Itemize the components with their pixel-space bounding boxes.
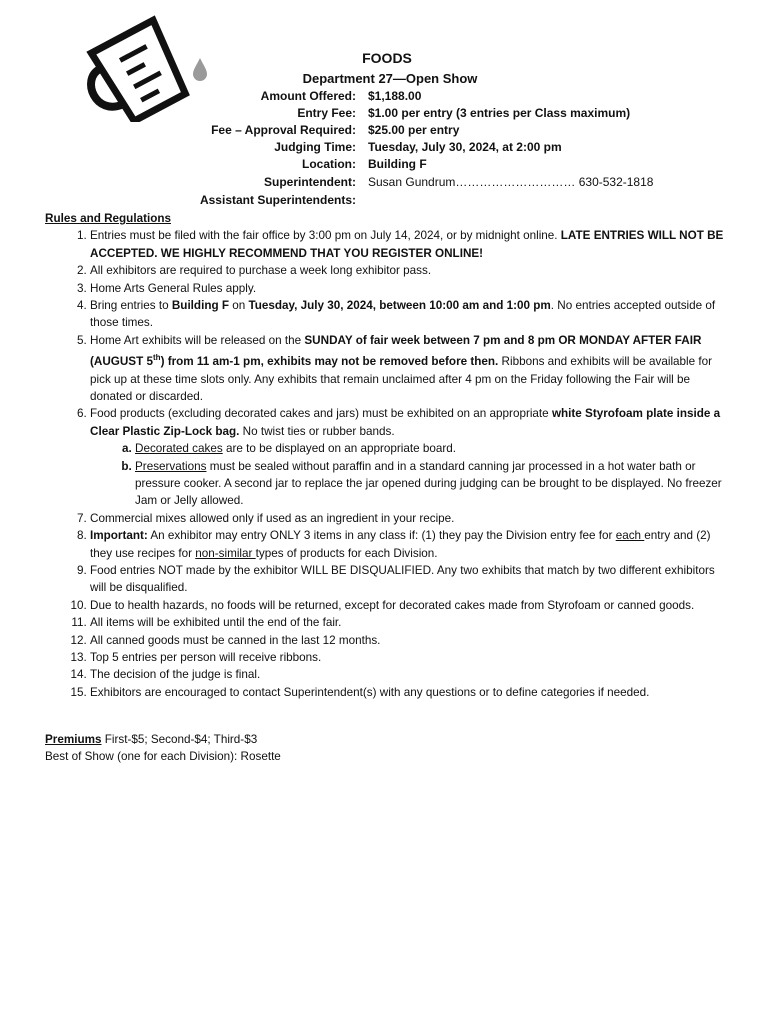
rules-heading: Rules and Regulations <box>45 212 171 225</box>
rule-item: 6. Food products (excluding decorated cakes and jars) must be exhibited on an appropriate white Styrofoam plate inside a Clear Plastic Zip-Lock bag. No twist ties or rubber bands. a. Decorated cakes are to be displayed on an appropriate board. b. Preservations must be sealed without paraffin and in a standard canning jar processed in a hot water bath or pressure cooker. A second jar to replace the jar opened during judging can be brought to be displayed. No freezer Jam or Jelly allowed. <box>90 405 725 509</box>
info-value: $1.00 per entry (3 entries per Class maximum) <box>368 106 631 120</box>
page-title: FOODS <box>362 50 412 66</box>
premiums-label: Premiums <box>45 733 102 746</box>
info-row-judging-time <box>0 140 770 157</box>
info-value: $25.00 per entry <box>368 123 460 137</box>
info-row-approval-fee <box>0 123 770 140</box>
premiums-section <box>45 731 281 766</box>
info-label: Superintendent: <box>264 175 356 189</box>
info-value: Susan Gundrum………………………… 630-532-1818 <box>368 175 654 189</box>
info-label: Location: <box>302 157 356 171</box>
info-row-entry-fee <box>0 106 770 123</box>
department-subtitle: Department 27—Open Show <box>302 71 478 86</box>
info-row-assistant <box>0 193 770 210</box>
rule-item: 5. Home Art exhibits will be released on the SUNDAY of fair week between 7 pm and 8 pm OR MONDAY AFTER FAIR (AUGUST 5th) from 11 am-1 pm, exhibits may not be removed before then. Ribbons and exhibits will be available for pick up at these time slots only. Any exhibits that remain unclaimed after 4 pm on the Friday following the Fair will be donated or discarded. <box>90 332 725 406</box>
info-label: Assistant Superintendents: <box>199 193 356 207</box>
rule-item: 14. The decision of the judge is final. <box>90 666 725 683</box>
rule-subitem: a. Decorated cakes are to be displayed on an appropriate board. <box>135 440 725 457</box>
premiums-text: First-$5; Second-$4; Third-$3 <box>101 733 258 746</box>
info-value: Tuesday, July 30, 2024, at 2:00 pm <box>368 140 562 154</box>
rule-item: 11. All items will be exhibited until the end of the fair. <box>90 614 725 631</box>
premiums-line <box>45 731 281 748</box>
info-label: Fee – Approval Required: <box>211 123 356 137</box>
rule-sublist <box>90 440 725 510</box>
best-of-show: Best of Show (one for each Division): Rosette <box>45 750 281 764</box>
rule-item: 13. Top 5 entries per person will receive ribbons. <box>90 649 725 666</box>
info-label: Amount Offered: <box>260 89 356 103</box>
info-value: Building F <box>368 157 427 171</box>
rule-subitem: b. Preservations must be sealed without paraffin and in a standard canning jar processed in a hot water bath or pressure cooker. A second jar to replace the jar opened during judging can be brought to be displayed. No freezer Jam or Jelly allowed. <box>135 458 725 510</box>
rule-item: 7. Commercial mixes allowed only if used as an ingredient in your recipe. <box>90 510 725 527</box>
rule-item: 1. Entries must be filed with the fair office by 3:00 pm on July 14, 2024, or by midnight online. LATE ENTRIES WILL NOT BE ACCEPTED. WE HIGHLY RECOMMEND THAT YOU REGISTER ONLINE! <box>90 227 725 262</box>
rules-section <box>45 210 725 701</box>
rule-item: 10. Due to health hazards, no foods will be returned, except for decorated cakes made from Styrofoam or canned goods. <box>90 597 725 614</box>
info-row-superintendent <box>0 175 770 192</box>
info-value: $1,188.00 <box>368 89 422 103</box>
rule-item: 9. Food entries NOT made by the exhibitor WILL BE DISQUALIFIED. Any two exhibits that match by two different exhibitors will be disqualified. <box>90 562 725 597</box>
info-label: Judging Time: <box>274 140 356 154</box>
rule-item: 2. All exhibitors are required to purchase a week long exhibitor pass. <box>90 262 725 279</box>
rule-item: 8. Important: An exhibitor may entry ONLY 3 items in any class if: (1) they pay the Division entry fee for each entry and (2) they use recipes for non-similar types of products for each Division. <box>90 527 725 562</box>
rule-item: 15. Exhibitors are encouraged to contact Superintendent(s) with any questions or to define categories if needed. <box>90 684 725 701</box>
info-label: Entry Fee: <box>297 106 356 120</box>
info-row-amount <box>0 89 770 106</box>
rule-item: 12. All canned goods must be canned in the last 12 months. <box>90 632 725 649</box>
info-row-location <box>0 157 770 174</box>
rule-item: 3. Home Arts General Rules apply. <box>90 280 725 297</box>
rule-item: 4. Bring entries to Building F on Tuesday, July 30, 2024, between 10:00 am and 1:00 pm. No entries accepted outside of those times. <box>90 297 725 332</box>
rules-list <box>45 227 725 701</box>
